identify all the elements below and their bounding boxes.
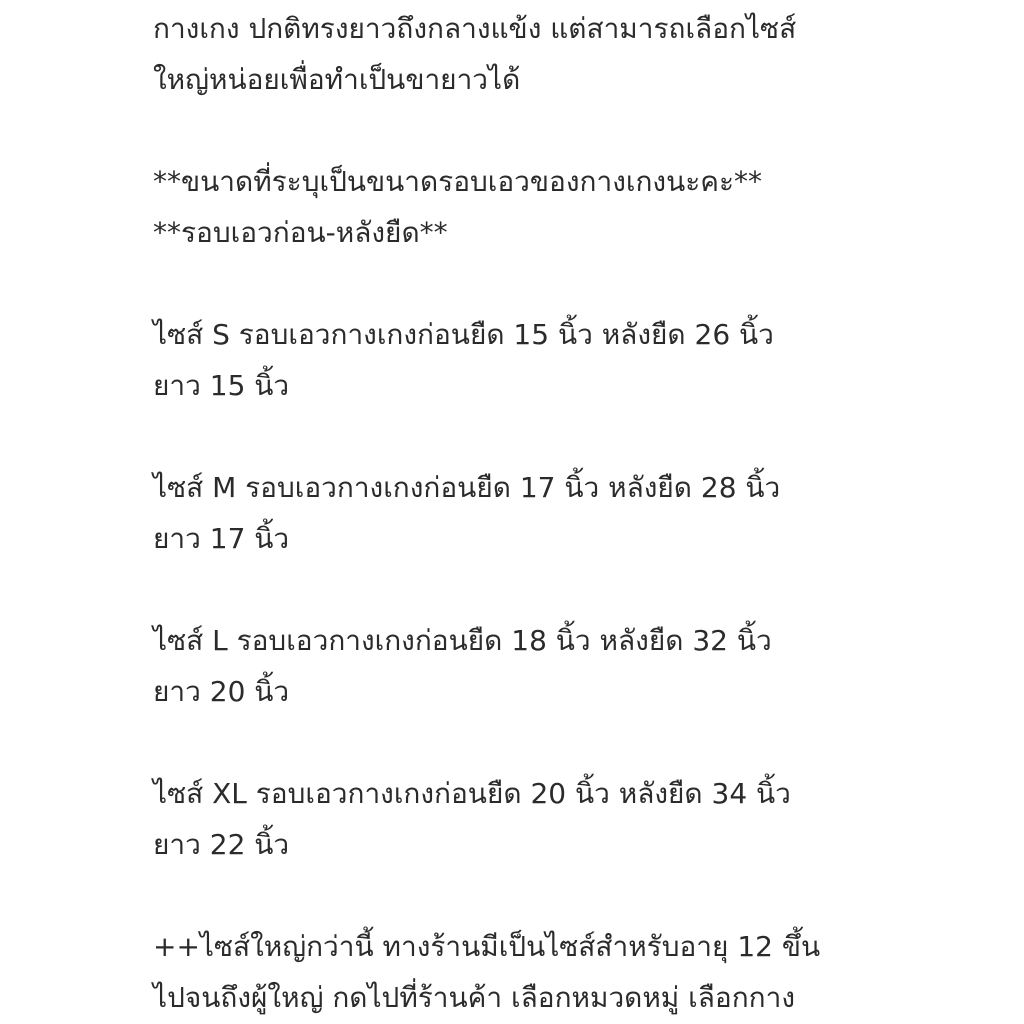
size-l-waist: ไซส์ L รอบเอวกางเกงก่อนยืด 18 นิ้ว หลังยืด 32 นิ้ว bbox=[153, 624, 772, 657]
size-s-paragraph bbox=[153, 309, 893, 411]
size-xl-length: ยาว 22 นิ้ว bbox=[153, 828, 290, 861]
note-line-1: **ขนาดที่ระบุเป็นขนาดรอบเอวของกางเกงนะคะ** bbox=[153, 165, 763, 198]
size-s-waist: ไซส์ S รอบเอวกางเกงก่อนยืด 15 นิ้ว หลังยืด 26 นิ้ว bbox=[153, 318, 774, 351]
size-l-paragraph bbox=[153, 615, 893, 717]
size-l-length: ยาว 20 นิ้ว bbox=[153, 675, 290, 708]
intro-paragraph bbox=[153, 3, 893, 105]
spacer bbox=[153, 870, 893, 921]
size-s-length: ยาว 15 นิ้ว bbox=[153, 369, 290, 402]
size-m-paragraph bbox=[153, 462, 893, 564]
larger-sizes-line-1: ++ไซส์ใหญ่กว่านี้ ทางร้านมีเป็นไซส์สำหรับอายุ 12 ขึ้น bbox=[153, 930, 821, 963]
size-xl-paragraph bbox=[153, 768, 893, 870]
size-m-length: ยาว 17 นิ้ว bbox=[153, 522, 290, 555]
spacer bbox=[153, 717, 893, 768]
spacer bbox=[153, 411, 893, 462]
spacer bbox=[153, 105, 893, 156]
notes-paragraph bbox=[153, 156, 893, 258]
spacer bbox=[153, 258, 893, 309]
size-m-waist: ไซส์ M รอบเอวกางเกงก่อนยืด 17 นิ้ว หลังยืด 28 นิ้ว bbox=[153, 471, 781, 504]
intro-line-2: ใหญ่หน่อยเพื่อทำเป็นขายาวได้ bbox=[153, 63, 521, 96]
product-description bbox=[153, 3, 893, 1023]
size-xl-waist: ไซส์ XL รอบเอวกางเกงก่อนยืด 20 นิ้ว หลังยืด 34 นิ้ว bbox=[153, 777, 791, 810]
note-line-2: **รอบเอวก่อน-หลังยืด** bbox=[153, 216, 448, 249]
larger-sizes-line-2: ไปจนถึงผู้ใหญ่ กดไปที่ร้านค้า เลือกหมวดหมู่ เลือกกาง bbox=[153, 981, 796, 1014]
spacer bbox=[153, 564, 893, 615]
larger-sizes-paragraph bbox=[153, 921, 893, 1023]
intro-line-1: กางเกง ปกติทรงยาวถึงกลางแข้ง แต่สามารถเลือกไซส์ bbox=[153, 12, 797, 45]
